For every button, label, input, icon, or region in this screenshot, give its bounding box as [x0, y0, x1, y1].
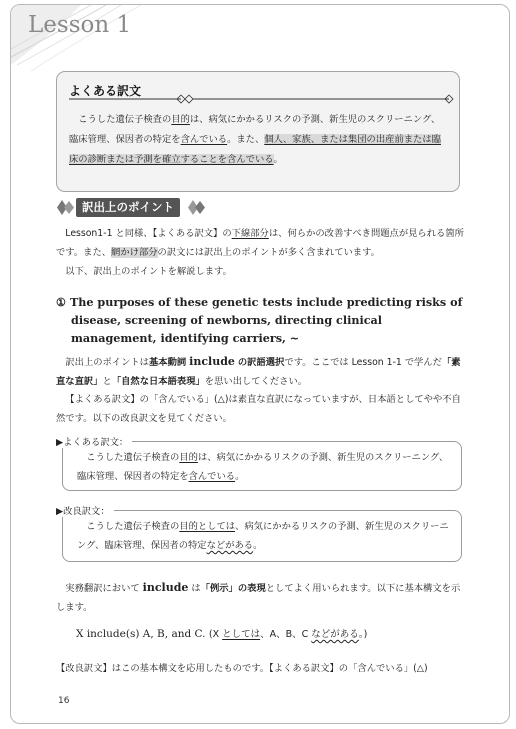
example-translation-box [56, 71, 460, 192]
example-small-box [62, 441, 462, 491]
seg: 。) [358, 629, 368, 640]
page-number: 16 [58, 696, 70, 706]
seg: 。 [235, 471, 245, 482]
seg: (X [208, 629, 223, 640]
point-line-1: The purposes of these genetic tests include predicting risks of [69, 295, 463, 309]
formula-japanese [209, 629, 367, 640]
seg: 。 [253, 540, 263, 551]
seg: こうした遺伝子検査の [86, 452, 180, 463]
diamond-icon [188, 200, 210, 215]
underlined-segment: 目的としては [179, 521, 236, 532]
seg: 実務翻訳において [65, 583, 143, 594]
underlined-segment: 含んでいる [188, 471, 236, 482]
explanation-paragraph-2: 【よくある訳文】の「含んでいる」(△)は素直な直訳になっていますが、日本語としてやや不自然です。以下の改良訳文を見てください。 [56, 394, 461, 424]
example-box-text [69, 110, 449, 170]
seg: は [188, 583, 201, 594]
underlined-segment: 目的 [179, 452, 198, 463]
wavy-underlined-segment: などがある [206, 540, 254, 551]
point-1-heading [56, 293, 466, 347]
bold-term: 「例示」の表現 [200, 583, 266, 594]
seg: 訳出上のポイントは [65, 357, 149, 368]
seg: 、A、B、C [260, 629, 312, 640]
seg: を思い出してください。 [204, 376, 308, 387]
intro-line-2: 以下、訳出上のポイントを解説します。 [65, 266, 232, 277]
intro-paragraph [56, 224, 466, 262]
underlined-segment: 目的 [171, 114, 190, 125]
section-heading-label: 訳出上のポイント [76, 198, 180, 217]
example-box-title: よくある訳文 [69, 84, 142, 98]
seg: です。ここでは Lesson 1-1 で学んだ [284, 357, 442, 368]
practice-paragraph [56, 578, 466, 617]
explanation-paragraph [56, 352, 466, 391]
point-number: ① [56, 295, 67, 309]
seg: は、何らかの改善すべき問題点が見られる箇所です。また、 [56, 228, 464, 258]
seg: 。 [273, 154, 283, 165]
wavy-underlined-segment: などがある [311, 629, 359, 640]
example-small-text [63, 442, 461, 490]
improved-label: ▶改良訳文： [56, 503, 114, 517]
seg: こうした遺伝子検査の [78, 114, 172, 125]
bold-term: 基本動詞 [148, 357, 187, 368]
seg: としてよく用いられます。以下に基本構文を示します。 [56, 583, 461, 613]
seg: は、病気にかかるリスクの予測、新生児のスクリーニング、臨床管理、保因者の特定を [77, 452, 449, 482]
point-line-3: management, identifying carriers, ~ [71, 331, 300, 345]
underlined-segment: 下線部分 [231, 228, 269, 239]
improved-box [62, 510, 462, 562]
seg: Lesson1-1 と同様、【よくある訳文】の [65, 228, 232, 239]
seg: 、病気にかかるリスクの予測、新生児のスクリーニング、臨床管理、保因者の特定 [77, 521, 449, 551]
seg: の訳文には訳出上のポイントが多く含まれています。 [157, 247, 380, 258]
lesson-title: Lesson 1 [28, 12, 132, 38]
bold-term: の訳語選択 [237, 357, 285, 368]
basic-construction [76, 626, 367, 640]
title-divider-line [69, 94, 459, 104]
bold-term: 「自然な日本語表現」 [111, 376, 205, 387]
seg: は、病気にかかるリスクの予測、新生児のスクリーニング、臨床管理、保因者の特定を [69, 114, 441, 145]
seg: と [102, 376, 112, 387]
underlined-segment: 含んでいる [180, 134, 228, 145]
seg: 。また、 [227, 134, 265, 145]
seg: こうした遺伝子検査の [86, 521, 180, 532]
improved-text [63, 511, 461, 559]
bold-term: 「素直な直訳」 [56, 357, 461, 387]
highlighted-segment: 個人、家族、または集団の出産前または臨床の診断または予測を確立することを含んでいる [69, 134, 441, 165]
footer-paragraph: 【改良訳文】はこの基本構文を応用したものです。【よくある訳文】の「含んでいる」(△) [56, 663, 428, 674]
example-small-label: ▶よくある訳文： [56, 434, 132, 448]
keyword-include: include [142, 581, 189, 594]
highlighted-segment: 網かけ部分 [111, 247, 158, 258]
formula-english: X include(s) A, B, and C. [76, 628, 206, 640]
diamond-icon [57, 200, 75, 215]
keyword-include: include [189, 355, 235, 368]
point-line-2: disease, screening of newborns, directing clinical [71, 313, 383, 327]
underlined-segment: としては [222, 629, 261, 640]
